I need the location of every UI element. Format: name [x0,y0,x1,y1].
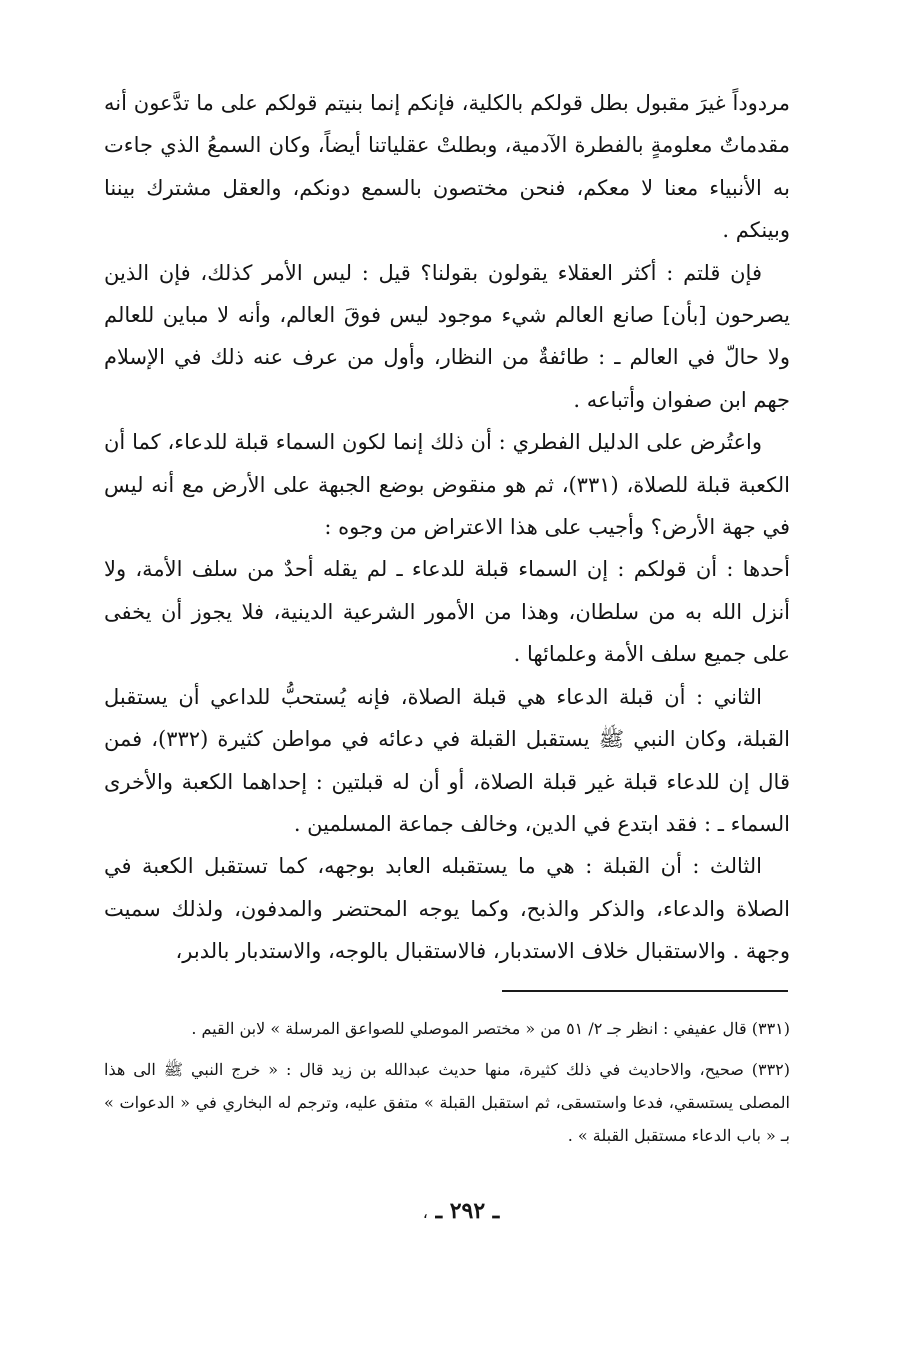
paragraph-answer-third: الثالث : أن القبلة : هي ما يستقبله العابد بوجهه، كما تستقبل الكعبة في الصلاة والدعاء، والذكر والذبح، وكما يوجه المحتضر والمدفون، ولذلك سميت وجهة . والاستقبال خلاف الاستدبار، فالاستقبال بالوجه، والاستدبار بالدبر، [104,854,790,964]
paragraph-answer-first: أحدها : أن قولكم : إن السماء قبلة للدعاء ـ لم يقله أحدٌ من سلف الأمة، ولا أنزل الله به من سلطان، وهذا من الأمور الشرعية الدينية، فلا يجوز أن يخفى على جميع سلف الأمة وعلمائها . [104,557,790,667]
paragraph-answer-second: الثاني : أن قبلة الدعاء هي قبلة الصلاة، فإنه يُستحبُّ للداعي أن يستقبل القبلة، وكان النبي ﷺ يستقبل القبلة في دعائه في مواطن كثيرة (٣٣٢)، فمن قال إن للدعاء قبلة غير قبلة الصلاة، أو أن له قبلتين : إحداهما الكعبة والأخرى السماء ـ : فقد ابتدع في الدين، وخالف جماعة المسلمين . [104,684,790,836]
page-number-row [0,1198,904,1224]
page-number: ـ ٢٩٢ ـ [435,1198,500,1224]
footnote-331: (٣٣١) قال عفيفي : انظر جـ ٢/ ٥١ من « مختصر الموصلي للصواعق المرسلة » لابن القيم . [191,1019,790,1038]
paragraph-objection-majority: فإن قلتم : أكثر العقلاء يقولون بقولنا؟ قيل : ليس الأمر كذلك، فإن الذين يصرحون [بأن] صانع العالم شيء موجود ليس فوقَ العالم، وأنه لا مباين للعالم ولا حالّ في العالم ـ : طائفةٌ من النظار، وأول من عرف عنه ذلك في الإسلام جهم ابن صفوان وأتباعه . [104,260,790,412]
footnote-332: (٣٣٢) صحيح، والاحاديث في ذلك كثيرة، منها حديث عبدالله بن زيد قال : « خرج النبي ﷺ الى هذا المصلى يستسقي، فدعا واستسقى، ثم استقبل القبلة » متفق عليه، وترجم له البخاري في « الدعوات » بـ « باب الدعاء مستقبل القبلة » . [104,1060,790,1145]
paragraph-continuation: مردوداً غيرَ مقبول بطل قولكم بالكلية، فإنكم إنما بنيتم قولكم على ما تدَّعون أنه مقدماتٌ معلومةٍ بالفطرة الآدمية، وبطلتْ عقلياتنا أيضاً، وكان السمعُ الذي جاءت به الأنبياء معنا لا معكم، فنحن مختصون بالسمع دونكم، والعقل مشترك بيننا وبينكم . [104,91,790,243]
paragraph-objection-fitri: واعتُرض على الدليل الفطري : أن ذلك إنما لكون السماء قبلة للدعاء، كما أن الكعبة قبلة للصلاة، (٣٣١)، ثم هو منقوض بوضع الجبهة على الأرض مع أنه ليس في جهة الأرض؟ وأجيب على هذا الاعتراض من وجوه : [104,430,790,540]
footnote-separator [502,990,788,992]
page-number-mark: ، [422,1203,428,1222]
main-text [104,82,790,973]
footnotes [104,1012,790,1160]
